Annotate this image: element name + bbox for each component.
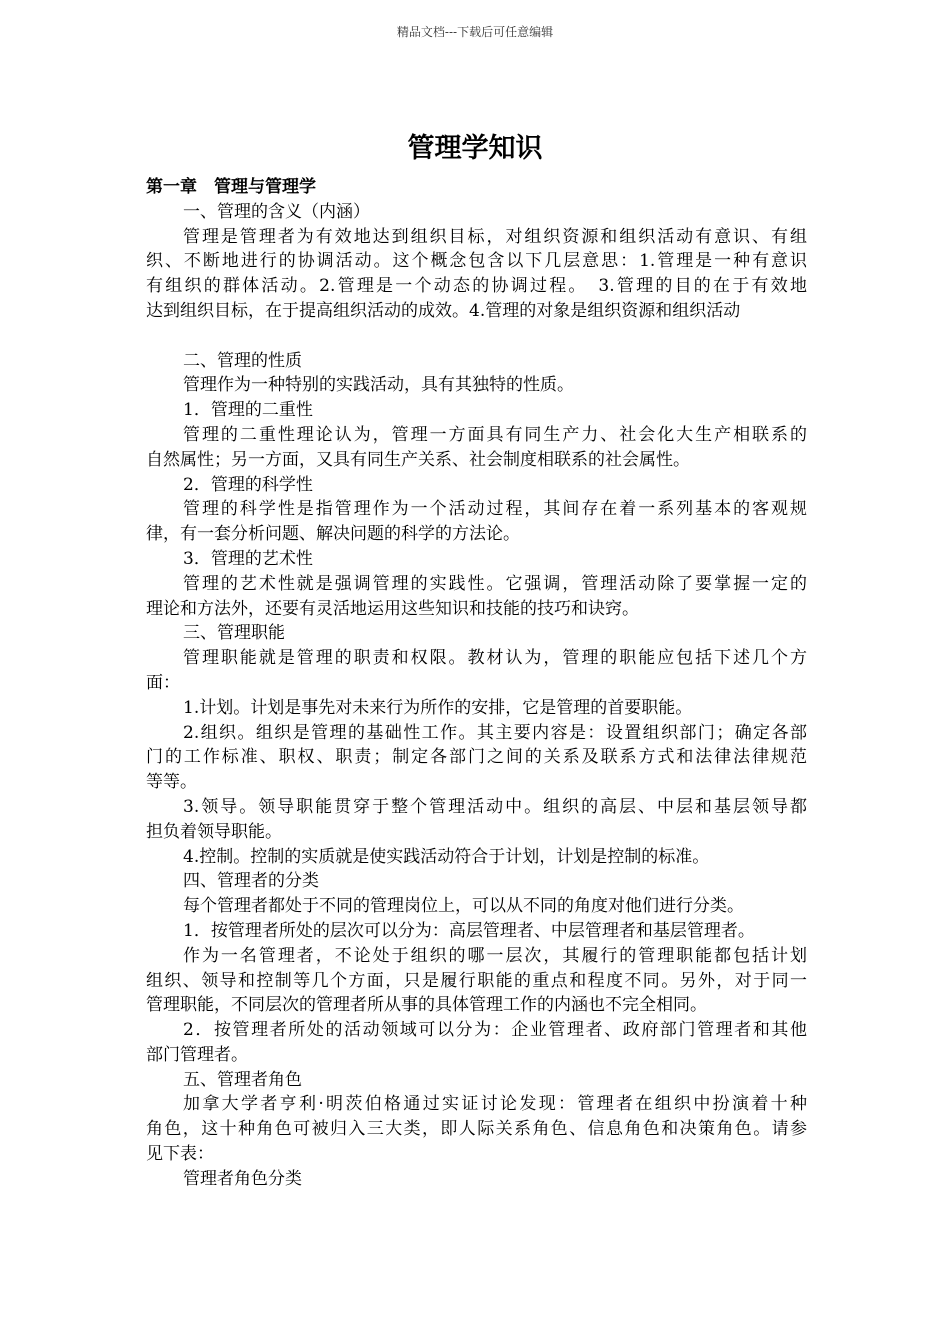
paragraph-line: 面：: [146, 672, 180, 693]
paragraph-line: 有组织的群体活动。2.管理是一个动态的协调过程。 3.管理的目的在于有效地: [146, 276, 807, 297]
paragraph-line: 组织、领导和控制等几个方面，只是履行职能的重点和程度不同。另外，对于同一: [146, 970, 807, 991]
paragraph-line: 达到组织目标，在于提高组织活动的成效。4.管理的对象是组织资源和组织活动: [146, 300, 741, 321]
document-body: [146, 175, 807, 1192]
paragraph-line: 1.计划。计划是事先对未来行为所作的安排，它是管理的首要职能。: [183, 697, 693, 718]
paragraph-line: 作为一名管理者，不论处于组织的哪一层次，其履行的管理职能都包括计划: [183, 945, 807, 966]
paragraph-line: 2．按管理者所处的活动领域可以分为：企业管理者、政府部门管理者和其他: [183, 1020, 807, 1041]
section-heading: 五、管理者角色: [183, 1069, 302, 1090]
paragraph-line: 担负着领导职能。: [146, 821, 282, 842]
section-heading: 三、管理职能: [183, 623, 285, 644]
paragraph-line: 等等。: [146, 772, 197, 793]
paragraph-line: 自然属性；另一方面，又具有同生产关系、社会制度相联系的社会属性。: [146, 449, 690, 470]
paragraph-line: 律，有一套分析问题、解决问题的科学的方法论。: [146, 524, 520, 545]
subsection-heading: 2．管理的科学性: [183, 474, 313, 495]
subsection-heading: 1．管理的二重性: [183, 400, 313, 421]
section-heading: 一、管理的含义（内涵）: [183, 201, 370, 222]
paragraph-line: 管理职能就是管理的职责和权限。教材认为，管理的职能应包括下述几个方: [183, 648, 807, 669]
paragraph-line: 加拿大学者亨利·明茨伯格通过实证讨论发现：管理者在组织中扮演着十种: [183, 1094, 807, 1115]
paragraph-line: 管理的科学性是指管理作为一个活动过程，其间存在着一系列基本的客观规: [183, 499, 807, 520]
blank-line: [146, 324, 807, 349]
table-caption: 管理者角色分类: [183, 1168, 302, 1189]
paragraph-line: 3.领导。领导职能贯穿于整个管理活动中。组织的高层、中层和基层领导都: [183, 796, 807, 817]
paragraph-line: 角色，这十种角色可被归入三大类，即人际关系角色、信息角色和决策角色。请参: [146, 1119, 807, 1140]
paragraph-line: 织、不断地进行的协调活动。这个概念包含以下几层意思：1.管理是一种有意识: [146, 251, 807, 272]
paragraph-line: 每个管理者都处于不同的管理岗位上，可以从不同的角度对他们进行分类。: [183, 896, 744, 917]
paragraph-line: 部门管理者。: [146, 1044, 248, 1065]
paragraph-line: 门的工作标准、职权、职责；制定各部门之间的关系及联系方式和法律法律规范: [146, 747, 807, 768]
document-title: 管理学知识: [407, 133, 543, 164]
paragraph-line: 1．按管理者所处的层次可以分为：高层管理者、中层管理者和基层管理者。: [183, 920, 755, 941]
paragraph-line: 4.控制。控制的实质就是使实践活动符合于计划，计划是控制的标准。: [183, 846, 710, 867]
section-heading: 四、管理者的分类: [183, 871, 319, 892]
section-heading: 二、管理的性质: [183, 350, 302, 371]
paragraph-line: 管理的艺术性就是强调管理的实践性。它强调，管理活动除了要掌握一定的: [183, 573, 807, 594]
paragraph-line: 见下表：: [146, 1144, 214, 1165]
paragraph-line: 管理作为一种特别的实践活动，具有其独特的性质。: [183, 375, 574, 396]
page-header: 精品文档---下载后可任意编辑: [396, 25, 554, 39]
chapter-heading: 第一章 管理与管理学: [146, 177, 316, 197]
paragraph-line: 理论和方法外，还要有灵活地运用这些知识和技能的技巧和诀窍。: [146, 598, 639, 619]
paragraph-line: 管理职能，不同层次的管理者所从事的具体管理工作的内涵也不完全相同。: [146, 995, 707, 1016]
paragraph-line: 管理是管理者为有效地达到组织目标，对组织资源和组织活动有意识、有组: [183, 226, 807, 247]
paragraph-line: 2.组织。组织是管理的基础性工作。其主要内容是：设置组织部门；确定各部: [183, 722, 807, 743]
paragraph-line: 管理的二重性理论认为，管理一方面具有同生产力、社会化大生产相联系的: [183, 424, 807, 445]
subsection-heading: 3．管理的艺术性: [183, 548, 313, 569]
